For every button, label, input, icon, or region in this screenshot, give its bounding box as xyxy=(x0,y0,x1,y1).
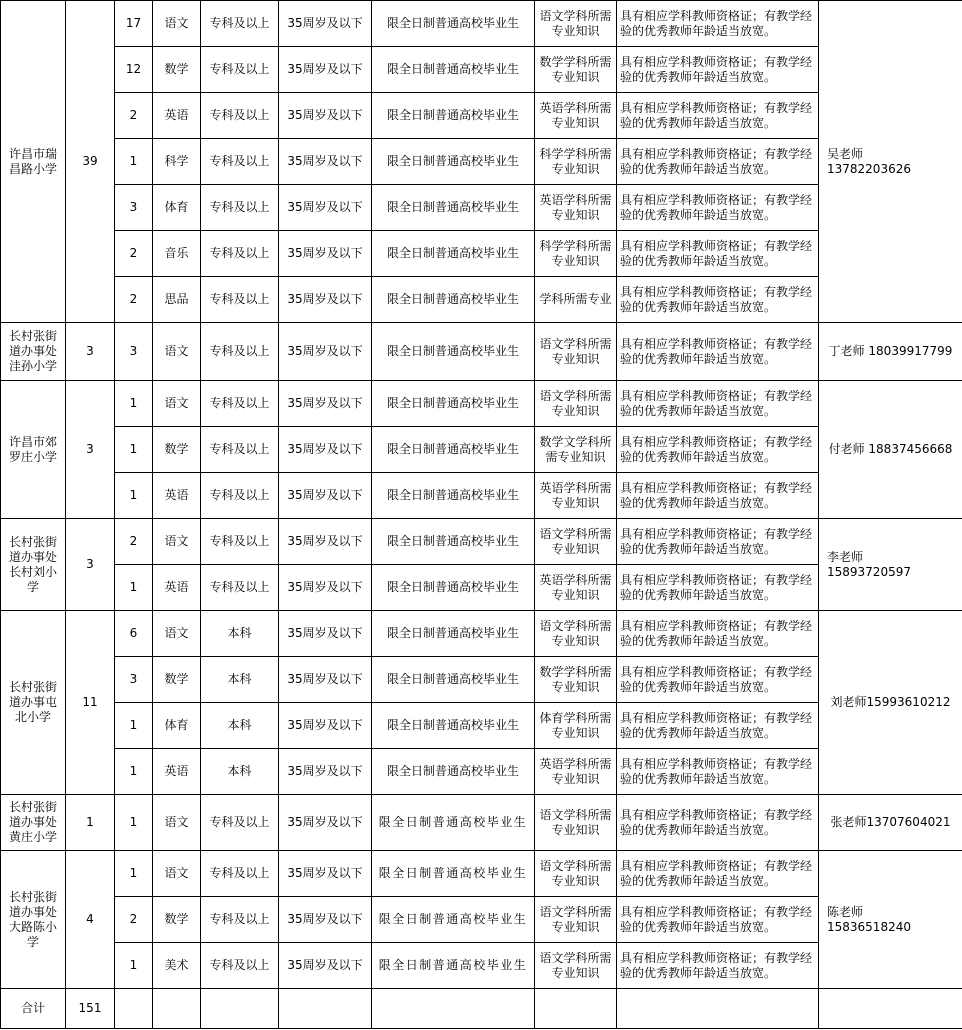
education-requirement: 专科及以上 xyxy=(201,47,279,93)
grand-total: 151 xyxy=(66,989,115,1029)
position-count: 1 xyxy=(115,565,153,611)
subject: 思品 xyxy=(153,277,201,323)
school-total: 4 xyxy=(66,851,115,989)
graduate-source: 限全日制普通高校毕业生 xyxy=(372,851,535,897)
education-requirement: 专科及以上 xyxy=(201,519,279,565)
table-row xyxy=(1,657,962,703)
contact-person: 李老师 15893720597 xyxy=(819,519,962,611)
table-row xyxy=(1,231,962,277)
subject: 英语 xyxy=(153,565,201,611)
other-requirements: 具有相应学科教师资格证；有教学经验的优秀教师年龄适当放宽。 xyxy=(617,93,819,139)
position-count: 6 xyxy=(115,611,153,657)
age-requirement: 35周岁及以下 xyxy=(279,231,372,277)
education-requirement: 本科 xyxy=(201,749,279,795)
education-requirement: 专科及以上 xyxy=(201,231,279,277)
total-row xyxy=(1,989,962,1029)
table-row xyxy=(1,1,962,47)
education-requirement: 专科及以上 xyxy=(201,565,279,611)
table-row xyxy=(1,519,962,565)
other-requirements: 具有相应学科教师资格证；有教学经验的优秀教师年龄适当放宽。 xyxy=(617,381,819,427)
position-count: 2 xyxy=(115,519,153,565)
table-row xyxy=(1,565,962,611)
empty-cell xyxy=(372,989,535,1029)
other-requirements: 具有相应学科教师资格证；有教学经验的优秀教师年龄适当放宽。 xyxy=(617,323,819,381)
table-row xyxy=(1,381,962,427)
subject: 数学 xyxy=(153,47,201,93)
knowledge-requirement: 语文学科所需专业知识 xyxy=(535,381,617,427)
empty-cell xyxy=(115,989,153,1029)
education-requirement: 专科及以上 xyxy=(201,427,279,473)
age-requirement: 35周岁及以下 xyxy=(279,897,372,943)
other-requirements: 具有相应学科教师资格证；有教学经验的优秀教师年龄适当放宽。 xyxy=(617,749,819,795)
age-requirement: 35周岁及以下 xyxy=(279,185,372,231)
age-requirement: 35周岁及以下 xyxy=(279,703,372,749)
age-requirement: 35周岁及以下 xyxy=(279,427,372,473)
education-requirement: 专科及以上 xyxy=(201,851,279,897)
education-requirement: 专科及以上 xyxy=(201,381,279,427)
education-requirement: 专科及以上 xyxy=(201,185,279,231)
age-requirement: 35周岁及以下 xyxy=(279,381,372,427)
knowledge-requirement: 英语学科所需专业知识 xyxy=(535,93,617,139)
table-row xyxy=(1,139,962,185)
school-name: 长村张街道办事处大路陈小学 xyxy=(1,851,66,989)
table-row xyxy=(1,277,962,323)
knowledge-requirement: 英语学科所需专业知识 xyxy=(535,473,617,519)
knowledge-requirement: 科学学科所需专业知识 xyxy=(535,231,617,277)
empty-cell xyxy=(535,989,617,1029)
other-requirements: 具有相应学科教师资格证；有教学经验的优秀教师年龄适当放宽。 xyxy=(617,185,819,231)
graduate-source: 限全日制普通高校毕业生 xyxy=(372,185,535,231)
knowledge-requirement: 语文学科所需专业知识 xyxy=(535,795,617,851)
graduate-source: 限全日制普通高校毕业生 xyxy=(372,381,535,427)
subject: 语文 xyxy=(153,851,201,897)
knowledge-requirement: 语文学科所需专业知识 xyxy=(535,851,617,897)
table-row xyxy=(1,611,962,657)
subject: 英语 xyxy=(153,93,201,139)
age-requirement: 35周岁及以下 xyxy=(279,657,372,703)
age-requirement: 35周岁及以下 xyxy=(279,611,372,657)
other-requirements: 具有相应学科教师资格证；有教学经验的优秀教师年龄适当放宽。 xyxy=(617,519,819,565)
knowledge-requirement: 数学文学科所需专业知识 xyxy=(535,427,617,473)
school-total: 39 xyxy=(66,1,115,323)
subject: 语文 xyxy=(153,795,201,851)
education-requirement: 专科及以上 xyxy=(201,93,279,139)
subject: 语文 xyxy=(153,1,201,47)
contact-person: 付老师 18837456668 xyxy=(819,381,962,519)
school-name: 长村张街道办事屯北小学 xyxy=(1,611,66,795)
table-row xyxy=(1,703,962,749)
subject: 语文 xyxy=(153,323,201,381)
other-requirements: 具有相应学科教师资格证；有教学经验的优秀教师年龄适当放宽。 xyxy=(617,139,819,185)
table-row xyxy=(1,93,962,139)
graduate-source: 限全日制普通高校毕业生 xyxy=(372,93,535,139)
knowledge-requirement: 英语学科所需专业知识 xyxy=(535,749,617,795)
other-requirements: 具有相应学科教师资格证；有教学经验的优秀教师年龄适当放宽。 xyxy=(617,943,819,989)
table-row xyxy=(1,427,962,473)
subject: 英语 xyxy=(153,473,201,519)
other-requirements: 具有相应学科教师资格证；有教学经验的优秀教师年龄适当放宽。 xyxy=(617,565,819,611)
subject: 语文 xyxy=(153,611,201,657)
table-row xyxy=(1,749,962,795)
age-requirement: 35周岁及以下 xyxy=(279,519,372,565)
subject: 体育 xyxy=(153,185,201,231)
position-count: 1 xyxy=(115,795,153,851)
graduate-source: 限全日制普通高校毕业生 xyxy=(372,1,535,47)
knowledge-requirement: 语文学科所需专业知识 xyxy=(535,323,617,381)
subject: 数学 xyxy=(153,897,201,943)
knowledge-requirement: 英语学科所需专业知识 xyxy=(535,565,617,611)
position-count: 1 xyxy=(115,427,153,473)
subject: 语文 xyxy=(153,519,201,565)
other-requirements: 具有相应学科教师资格证；有教学经验的优秀教师年龄适当放宽。 xyxy=(617,473,819,519)
education-requirement: 本科 xyxy=(201,611,279,657)
position-count: 3 xyxy=(115,323,153,381)
subject: 数学 xyxy=(153,427,201,473)
position-count: 1 xyxy=(115,851,153,897)
school-name: 许昌市瑞昌路小学 xyxy=(1,1,66,323)
subject: 数学 xyxy=(153,657,201,703)
graduate-source: 限全日制普通高校毕业生 xyxy=(372,703,535,749)
graduate-source: 限全日制普通高校毕业生 xyxy=(372,565,535,611)
empty-cell xyxy=(201,989,279,1029)
education-requirement: 专科及以上 xyxy=(201,323,279,381)
other-requirements: 具有相应学科教师资格证；有教学经验的优秀教师年龄适当放宽。 xyxy=(617,657,819,703)
other-requirements: 具有相应学科教师资格证；有教学经验的优秀教师年龄适当放宽。 xyxy=(617,795,819,851)
position-count: 3 xyxy=(115,657,153,703)
empty-cell xyxy=(819,989,962,1029)
school-total: 3 xyxy=(66,381,115,519)
empty-cell xyxy=(617,989,819,1029)
contact-person: 刘老师15993610212 xyxy=(819,611,962,795)
other-requirements: 具有相应学科教师资格证；有教学经验的优秀教师年龄适当放宽。 xyxy=(617,47,819,93)
other-requirements: 具有相应学科教师资格证；有教学经验的优秀教师年龄适当放宽。 xyxy=(617,1,819,47)
subject: 语文 xyxy=(153,381,201,427)
subject: 音乐 xyxy=(153,231,201,277)
table-body xyxy=(1,1,962,1029)
knowledge-requirement: 体育学科所需专业知识 xyxy=(535,703,617,749)
position-count: 1 xyxy=(115,139,153,185)
age-requirement: 35周岁及以下 xyxy=(279,93,372,139)
school-name: 许昌市郊罗庄小学 xyxy=(1,381,66,519)
position-count: 1 xyxy=(115,943,153,989)
subject: 英语 xyxy=(153,749,201,795)
other-requirements: 具有相应学科教师资格证；有教学经验的优秀教师年龄适当放宽。 xyxy=(617,703,819,749)
age-requirement: 35周岁及以下 xyxy=(279,795,372,851)
age-requirement: 35周岁及以下 xyxy=(279,565,372,611)
age-requirement: 35周岁及以下 xyxy=(279,1,372,47)
age-requirement: 35周岁及以下 xyxy=(279,277,372,323)
education-requirement: 专科及以上 xyxy=(201,943,279,989)
table-row xyxy=(1,473,962,519)
table-row xyxy=(1,897,962,943)
empty-cell xyxy=(153,989,201,1029)
education-requirement: 专科及以上 xyxy=(201,139,279,185)
contact-person: 张老师13707604021 xyxy=(819,795,962,851)
position-count: 17 xyxy=(115,1,153,47)
education-requirement: 专科及以上 xyxy=(201,795,279,851)
graduate-source: 限全日制普通高校毕业生 xyxy=(372,943,535,989)
school-name: 长村张街道办事处洼孙小学 xyxy=(1,323,66,381)
knowledge-requirement: 科学学科所需专业知识 xyxy=(535,139,617,185)
graduate-source: 限全日制普通高校毕业生 xyxy=(372,277,535,323)
age-requirement: 35周岁及以下 xyxy=(279,139,372,185)
graduate-source: 限全日制普通高校毕业生 xyxy=(372,427,535,473)
knowledge-requirement: 语文学科所需专业知识 xyxy=(535,1,617,47)
empty-cell xyxy=(279,989,372,1029)
position-count: 1 xyxy=(115,703,153,749)
knowledge-requirement: 语文学科所需专业知识 xyxy=(535,519,617,565)
table-row xyxy=(1,47,962,93)
graduate-source: 限全日制普通高校毕业生 xyxy=(372,749,535,795)
school-name: 长村张街道办事处黄庄小学 xyxy=(1,795,66,851)
age-requirement: 35周岁及以下 xyxy=(279,749,372,795)
contact-person: 吴老师 13782203626 xyxy=(819,1,962,323)
position-count: 2 xyxy=(115,277,153,323)
graduate-source: 限全日制普通高校毕业生 xyxy=(372,323,535,381)
age-requirement: 35周岁及以下 xyxy=(279,851,372,897)
subject: 美术 xyxy=(153,943,201,989)
school-total: 3 xyxy=(66,519,115,611)
graduate-source: 限全日制普通高校毕业生 xyxy=(372,139,535,185)
school-total: 11 xyxy=(66,611,115,795)
other-requirements: 具有相应学科教师资格证；有教学经验的优秀教师年龄适当放宽。 xyxy=(617,897,819,943)
knowledge-requirement: 数学学科所需专业知识 xyxy=(535,657,617,703)
education-requirement: 专科及以上 xyxy=(201,897,279,943)
education-requirement: 本科 xyxy=(201,703,279,749)
graduate-source: 限全日制普通高校毕业生 xyxy=(372,231,535,277)
graduate-source: 限全日制普通高校毕业生 xyxy=(372,519,535,565)
graduate-source: 限全日制普通高校毕业生 xyxy=(372,897,535,943)
table-row xyxy=(1,323,962,381)
graduate-source: 限全日制普通高校毕业生 xyxy=(372,657,535,703)
position-count: 3 xyxy=(115,185,153,231)
school-name: 长村张街道办事处长村刘小学 xyxy=(1,519,66,611)
knowledge-requirement: 数学学科所需专业知识 xyxy=(535,47,617,93)
education-requirement: 专科及以上 xyxy=(201,1,279,47)
age-requirement: 35周岁及以下 xyxy=(279,323,372,381)
graduate-source: 限全日制普通高校毕业生 xyxy=(372,473,535,519)
other-requirements: 具有相应学科教师资格证；有教学经验的优秀教师年龄适当放宽。 xyxy=(617,277,819,323)
knowledge-requirement: 英语学科所需专业知识 xyxy=(535,185,617,231)
school-total: 3 xyxy=(66,323,115,381)
graduate-source: 限全日制普通高校毕业生 xyxy=(372,611,535,657)
subject: 体育 xyxy=(153,703,201,749)
other-requirements: 具有相应学科教师资格证；有教学经验的优秀教师年龄适当放宽。 xyxy=(617,851,819,897)
knowledge-requirement: 学科所需专业 xyxy=(535,277,617,323)
other-requirements: 具有相应学科教师资格证；有教学经验的优秀教师年龄适当放宽。 xyxy=(617,231,819,277)
position-count: 1 xyxy=(115,749,153,795)
position-count: 12 xyxy=(115,47,153,93)
other-requirements: 具有相应学科教师资格证；有教学经验的优秀教师年龄适当放宽。 xyxy=(617,611,819,657)
education-requirement: 专科及以上 xyxy=(201,473,279,519)
school-total: 1 xyxy=(66,795,115,851)
knowledge-requirement: 语文学科所需专业知识 xyxy=(535,611,617,657)
education-requirement: 本科 xyxy=(201,657,279,703)
age-requirement: 35周岁及以下 xyxy=(279,473,372,519)
other-requirements: 具有相应学科教师资格证；有教学经验的优秀教师年龄适当放宽。 xyxy=(617,427,819,473)
total-label: 合计 xyxy=(1,989,66,1029)
table-row xyxy=(1,851,962,897)
graduate-source: 限全日制普通高校毕业生 xyxy=(372,795,535,851)
age-requirement: 35周岁及以下 xyxy=(279,47,372,93)
age-requirement: 35周岁及以下 xyxy=(279,943,372,989)
position-count: 1 xyxy=(115,473,153,519)
position-count: 2 xyxy=(115,231,153,277)
table-row xyxy=(1,795,962,851)
subject: 科学 xyxy=(153,139,201,185)
position-count: 2 xyxy=(115,897,153,943)
table-row xyxy=(1,185,962,231)
position-count: 2 xyxy=(115,93,153,139)
contact-person: 陈老师 15836518240 xyxy=(819,851,962,989)
contact-person: 丁老师 18039917799 xyxy=(819,323,962,381)
graduate-source: 限全日制普通高校毕业生 xyxy=(372,47,535,93)
position-count: 1 xyxy=(115,381,153,427)
table-row xyxy=(1,943,962,989)
knowledge-requirement: 语文学科所需专业知识 xyxy=(535,943,617,989)
knowledge-requirement: 语文学科所需专业知识 xyxy=(535,897,617,943)
education-requirement: 专科及以上 xyxy=(201,277,279,323)
